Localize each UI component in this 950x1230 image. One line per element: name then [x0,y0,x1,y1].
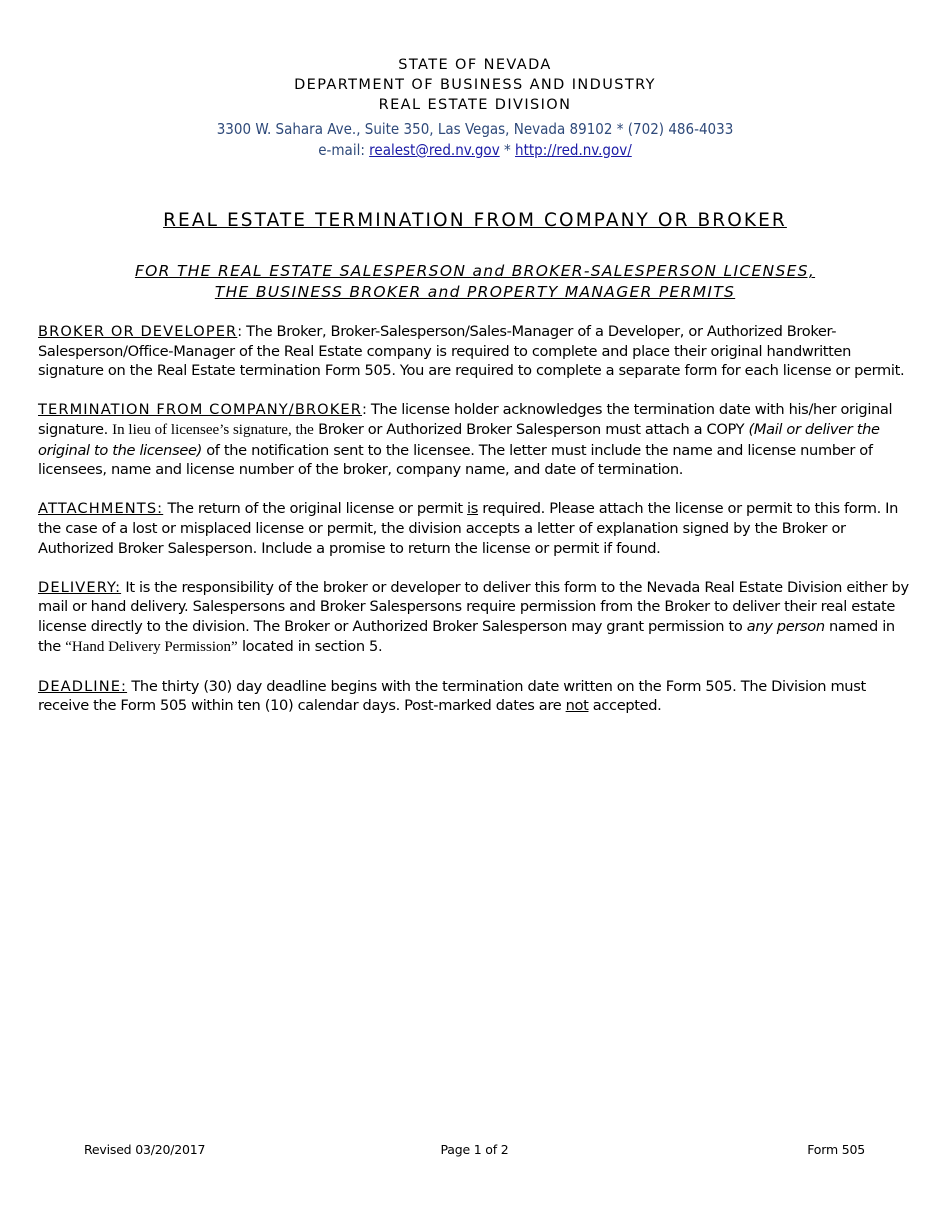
state-line: STATE OF NEVADA [398,57,552,73]
attachments-section [38,499,913,558]
termination-label: TERMINATION FROM COMPANY/BROKER [38,401,362,419]
termination-text-c: of the notification sent to the licensee. The letter must include the name and license number of licensees, name and license number of the broker, company name, and date of termination. [38,441,873,479]
attachments-label: ATTACHMENTS: [38,500,164,518]
contact-line [0,140,950,161]
broker-section [38,322,913,381]
delivery-text-b: named in the [38,617,895,655]
broker-label: BROKER OR DEVELOPER [38,323,238,340]
address-line: 3300 W. Sahara Ave., Suite 350, Las Vegas, Nevada 89102 * (702) 486-4033 [216,120,734,138]
termination-text-a: : The license holder acknowledges the termination date with his/her original signature. [38,401,893,438]
delivery-emphasis: any person [746,617,825,635]
delivery-text-c: located in section 5. [237,637,383,655]
address-block [0,119,950,161]
delivery-text-serif: “Hand Delivery Permission” [65,638,238,655]
attachments-emphasis: is [467,500,479,518]
deadline-text-b: accepted. [588,697,662,715]
subtitle-line-1: FOR THE REAL ESTATE SALESPERSON and BROKER-SALESPERSON LICENSES, [134,262,816,280]
deadline-label: DEADLINE: [38,677,128,695]
form-title: REAL ESTATE TERMINATION FROM COMPANY OR BROKER [163,210,787,231]
deadline-section [38,677,913,716]
subtitle-line-2: THE BUSINESS BROKER and PROPERTY MANAGER PERMITS [214,283,736,301]
contact-separator: * [499,141,516,159]
agency-header [0,55,950,161]
termination-section [38,400,913,479]
division-line: REAL ESTATE DIVISION [378,97,572,113]
instructions [38,322,913,735]
delivery-section [38,578,913,657]
website-link[interactable]: http://red.nv.gov/ [515,141,632,159]
delivery-label: DELIVERY: [38,578,122,596]
termination-text-italic: (Mail or deliver the original to the licensee) [38,420,880,459]
attachments-text-b: required. Please attach the license or permit to this form. In the case of a lost or misplaced license or permit, the division accepts a letter of explanation signed by the Broker or Authorized Broker Salesperson. Include a promise to return the license or permit if found. [38,500,899,557]
email-link[interactable]: realest@red.nv.gov [369,141,500,159]
page-number: Page 1 of 2 [440,1142,509,1157]
deadline-emphasis: not [565,697,589,715]
termination-text-serif: In lieu of licensee’s signature, the [112,421,314,438]
delivery-text-a: It is the responsibility of the broker or developer to deliver this form to the Nevada Real Estate Division either by mail or hand delivery. Salespersons and Broker Salespersons require permission from the Broker to deliver their real estate license directly to the division. The Broker or Authorized Broker Salesperson may grant permission to [38,578,909,635]
form-subtitle [0,261,950,303]
attachments-text-a: The return of the original license or permit [163,500,468,518]
form-number: Form 505 [807,1142,865,1157]
termination-text-b: Broker or Authorized Broker Salesperson must attach a COPY [313,420,749,438]
revised-date: Revised 03/20/2017 [84,1142,206,1157]
email-prefix: e-mail: [318,141,370,159]
broker-text: : The Broker, Broker-Salesperson/Sales-Manager of a Developer, or Authorized Broker-Salesperson/Office-Manager of the Real Estate company is required to complete and place their original handwritten signature on the Real Estate termination Form 505. You are required to complete a separate form for each license or permit. [38,323,905,380]
department-line: DEPARTMENT OF BUSINESS AND INDUSTRY [294,77,656,93]
deadline-text-a: The thirty (30) day deadline begins with the termination date written on the Form 505. The Division must receive the Form 505 within ten (10) calendar days. Post-marked dates are [38,677,866,715]
page-footer [84,1142,865,1160]
